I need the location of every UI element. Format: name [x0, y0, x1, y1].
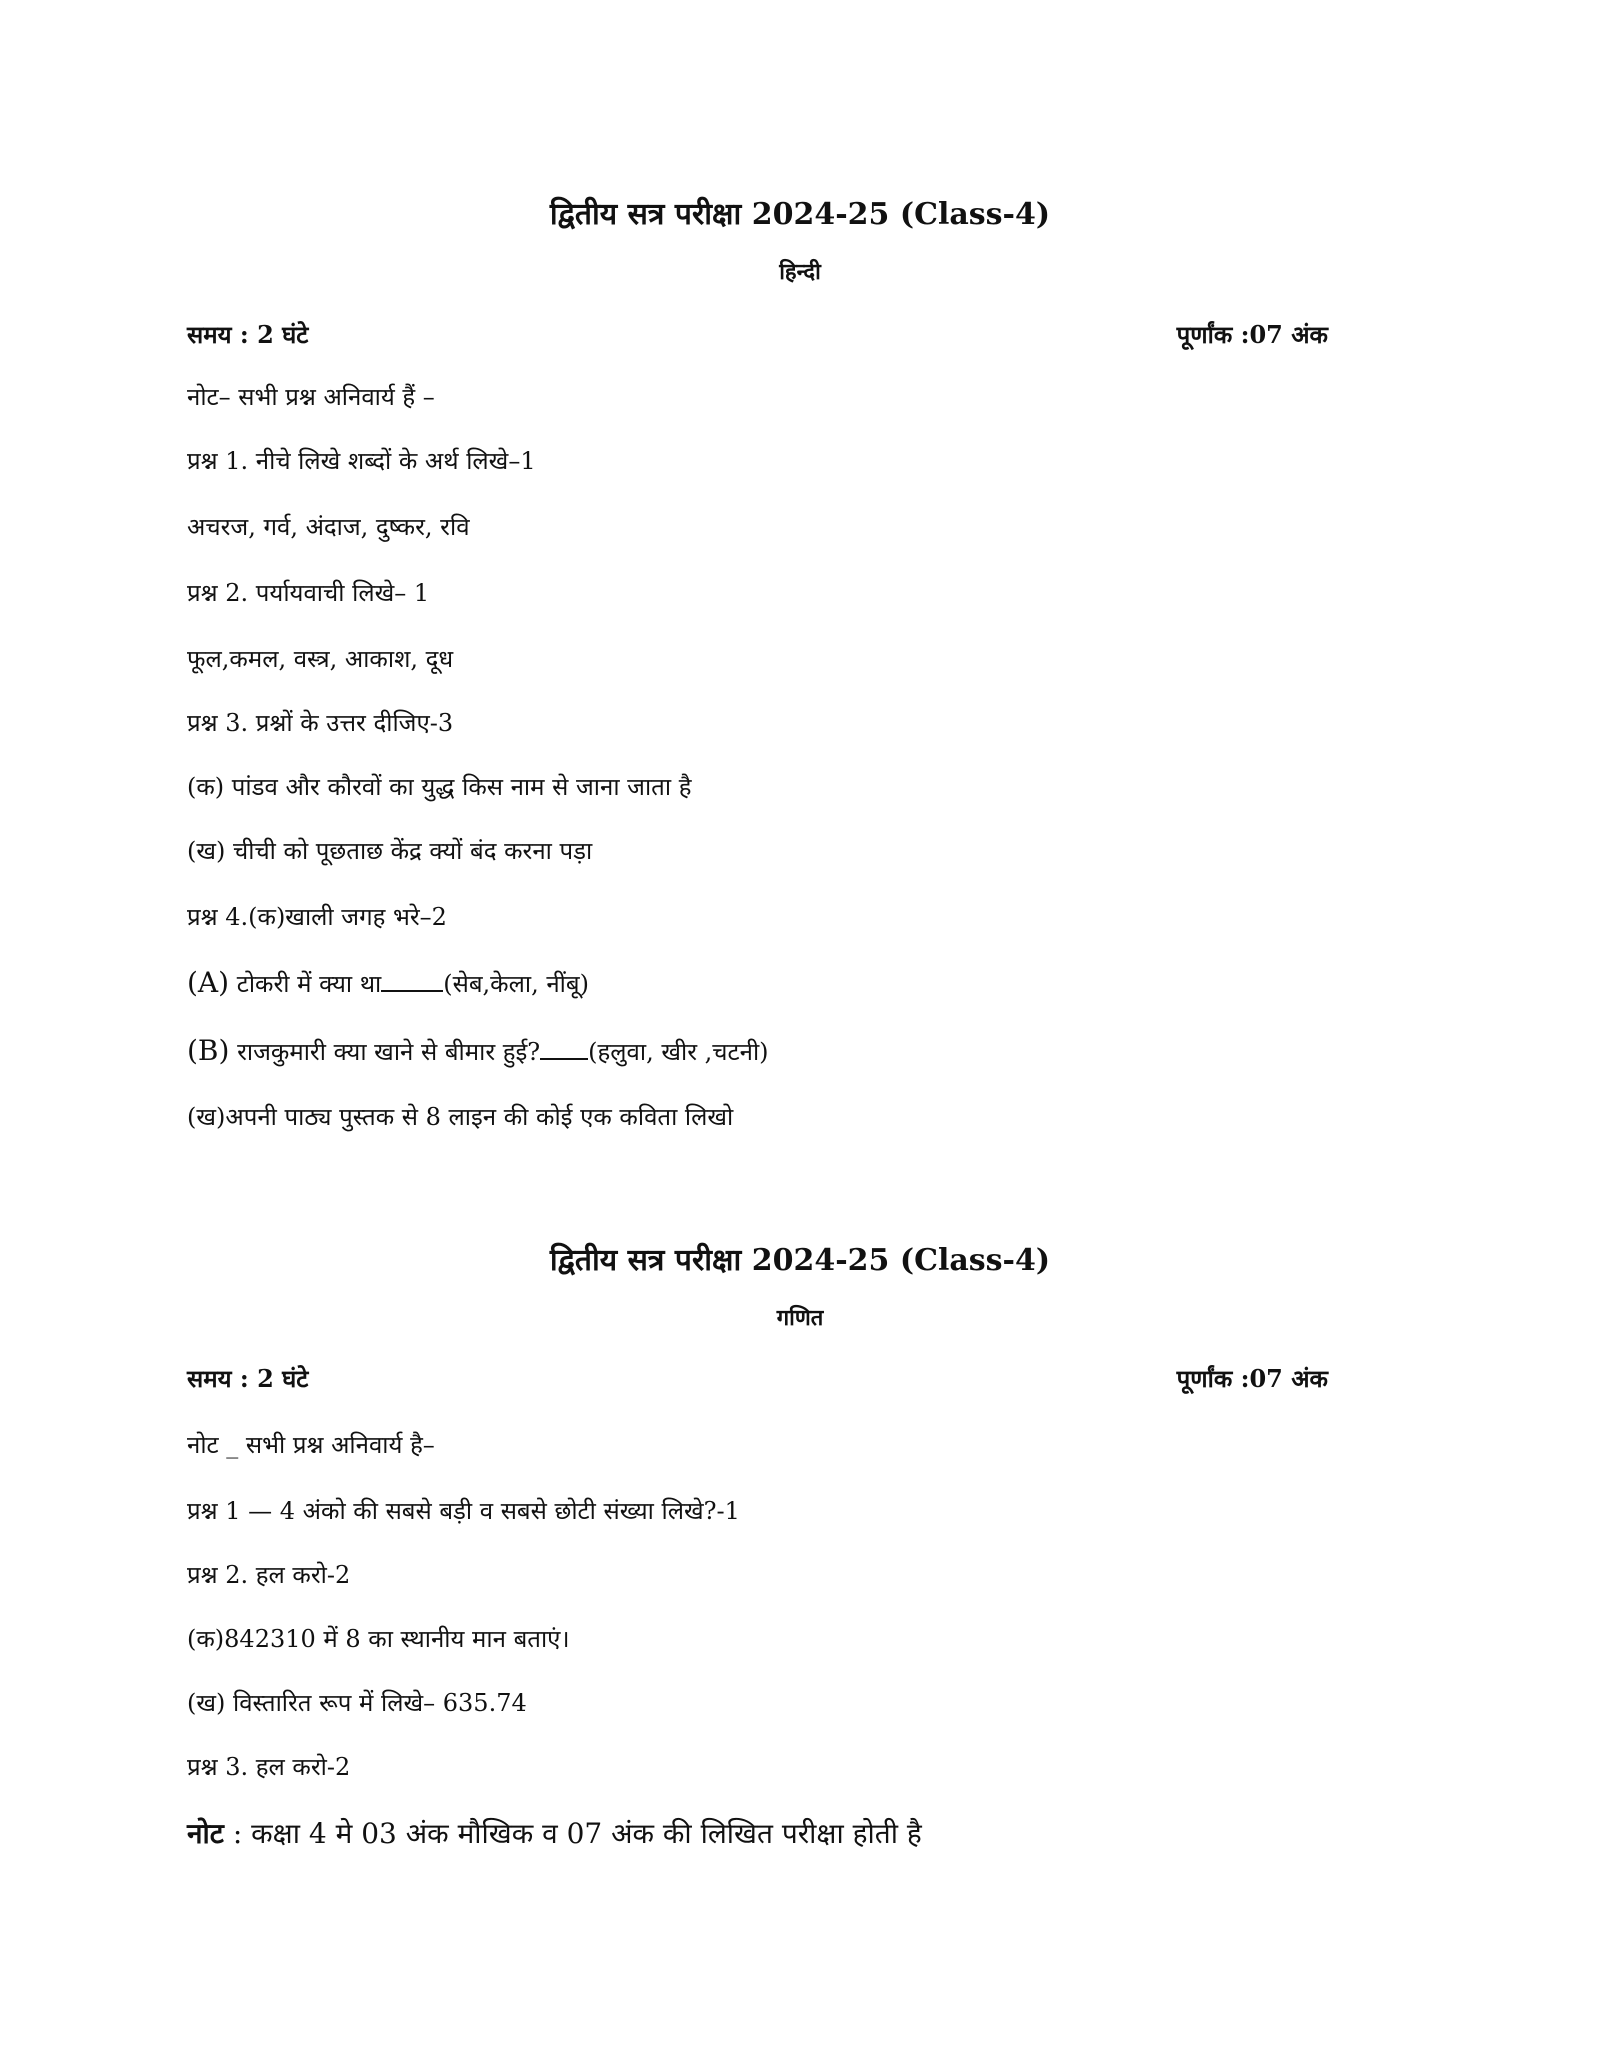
hindi-exam-title: द्वितीय सत्र परीक्षा 2024-25 (Class-4)	[549, 197, 1051, 232]
hindi-subject: हिन्दी	[779, 259, 821, 285]
hindi-question-3: प्रश्न 3. प्रश्नों के उत्तर दीजिए-3	[187, 709, 454, 737]
hindi-question-1-words: अचरज, गर्व, अंदाज, दुष्कर, रवि	[187, 513, 470, 541]
option-label-b: (B)	[187, 1034, 230, 1067]
hindi-question-3-a: (क) पांडव और कौरवों का युद्ध किस नाम से जाना जाता है	[187, 773, 692, 801]
hindi-marks: पूर्णांक :07 अंक	[1176, 320, 1328, 349]
maths-exam-title: द्वितीय सत्र परीक्षा 2024-25 (Class-4)	[549, 1243, 1051, 1278]
maths-question-3: प्रश्न 3. हल करो-2	[187, 1753, 351, 1781]
hindi-note: नोट– सभी प्रश्न अनिवार्य हैं –	[187, 383, 435, 411]
option-label-a: (A)	[187, 966, 230, 999]
hindi-question-4-b-options: (हलुवा, खीर ,चटनी)	[588, 1038, 769, 1066]
maths-question-2: प्रश्न 2. हल करो-2	[187, 1561, 351, 1589]
hindi-question-4-b	[187, 1034, 769, 1068]
hindi-question-2: प्रश्न 2. पर्यायवाची लिखे– 1	[187, 579, 430, 607]
hindi-question-4-a-options: (सेब,केला, नींबू)	[443, 970, 589, 998]
hindi-question-4-a	[187, 966, 589, 1000]
hindi-question-4-kh: (ख)अपनी पाठ्य पुस्तक से 8 लाइन की कोई एक कविता लिखो	[187, 1103, 734, 1131]
maths-marks: पूर्णांक :07 अंक	[1176, 1364, 1328, 1393]
footer-note-label: नोट	[187, 1817, 224, 1850]
hindi-question-4: प्रश्न 4.(क)खाली जगह भरे–2	[187, 903, 447, 931]
maths-question-2-a: (क)842310 में 8 का स्थानीय मान बताएं।	[187, 1625, 570, 1653]
hindi-question-3-b: (ख) चीची को पूछताछ केंद्र क्यों बंद करना पड़ा	[187, 837, 593, 865]
maths-question-2-b: (ख) विस्तारित रूप में लिखे– 635.74	[187, 1689, 527, 1717]
maths-note: नोट _ सभी प्रश्न अनिवार्य है–	[187, 1431, 435, 1459]
maths-question-1: प्रश्न 1 — 4 अंको की सबसे बड़ी व सबसे छोटी संख्या लिखे?-1	[187, 1497, 740, 1525]
hindi-question-1: प्रश्न 1. नीचे लिखे शब्दों के अर्थ लिखे–1	[187, 447, 536, 475]
fill-blank	[540, 1056, 588, 1060]
hindi-question-4-a-text: टोकरी में क्या था	[236, 970, 382, 998]
footer-note	[187, 1814, 922, 1852]
footer-note-text: : कक्षा 4 मे 03 अंक मौखिक व 07 अंक की लिखित परीक्षा होती है	[232, 1817, 922, 1850]
hindi-question-2-words: फूल,कमल, वस्त्र, आकाश, दूध	[187, 645, 454, 673]
hindi-question-4-b-text: राजकुमारी क्या खाने से बीमार हुई?	[237, 1038, 541, 1066]
maths-subject: गणित	[776, 1305, 824, 1331]
hindi-time: समय : 2 घंटे	[187, 320, 309, 349]
maths-time: समय : 2 घंटे	[187, 1364, 309, 1393]
fill-blank	[381, 988, 443, 992]
